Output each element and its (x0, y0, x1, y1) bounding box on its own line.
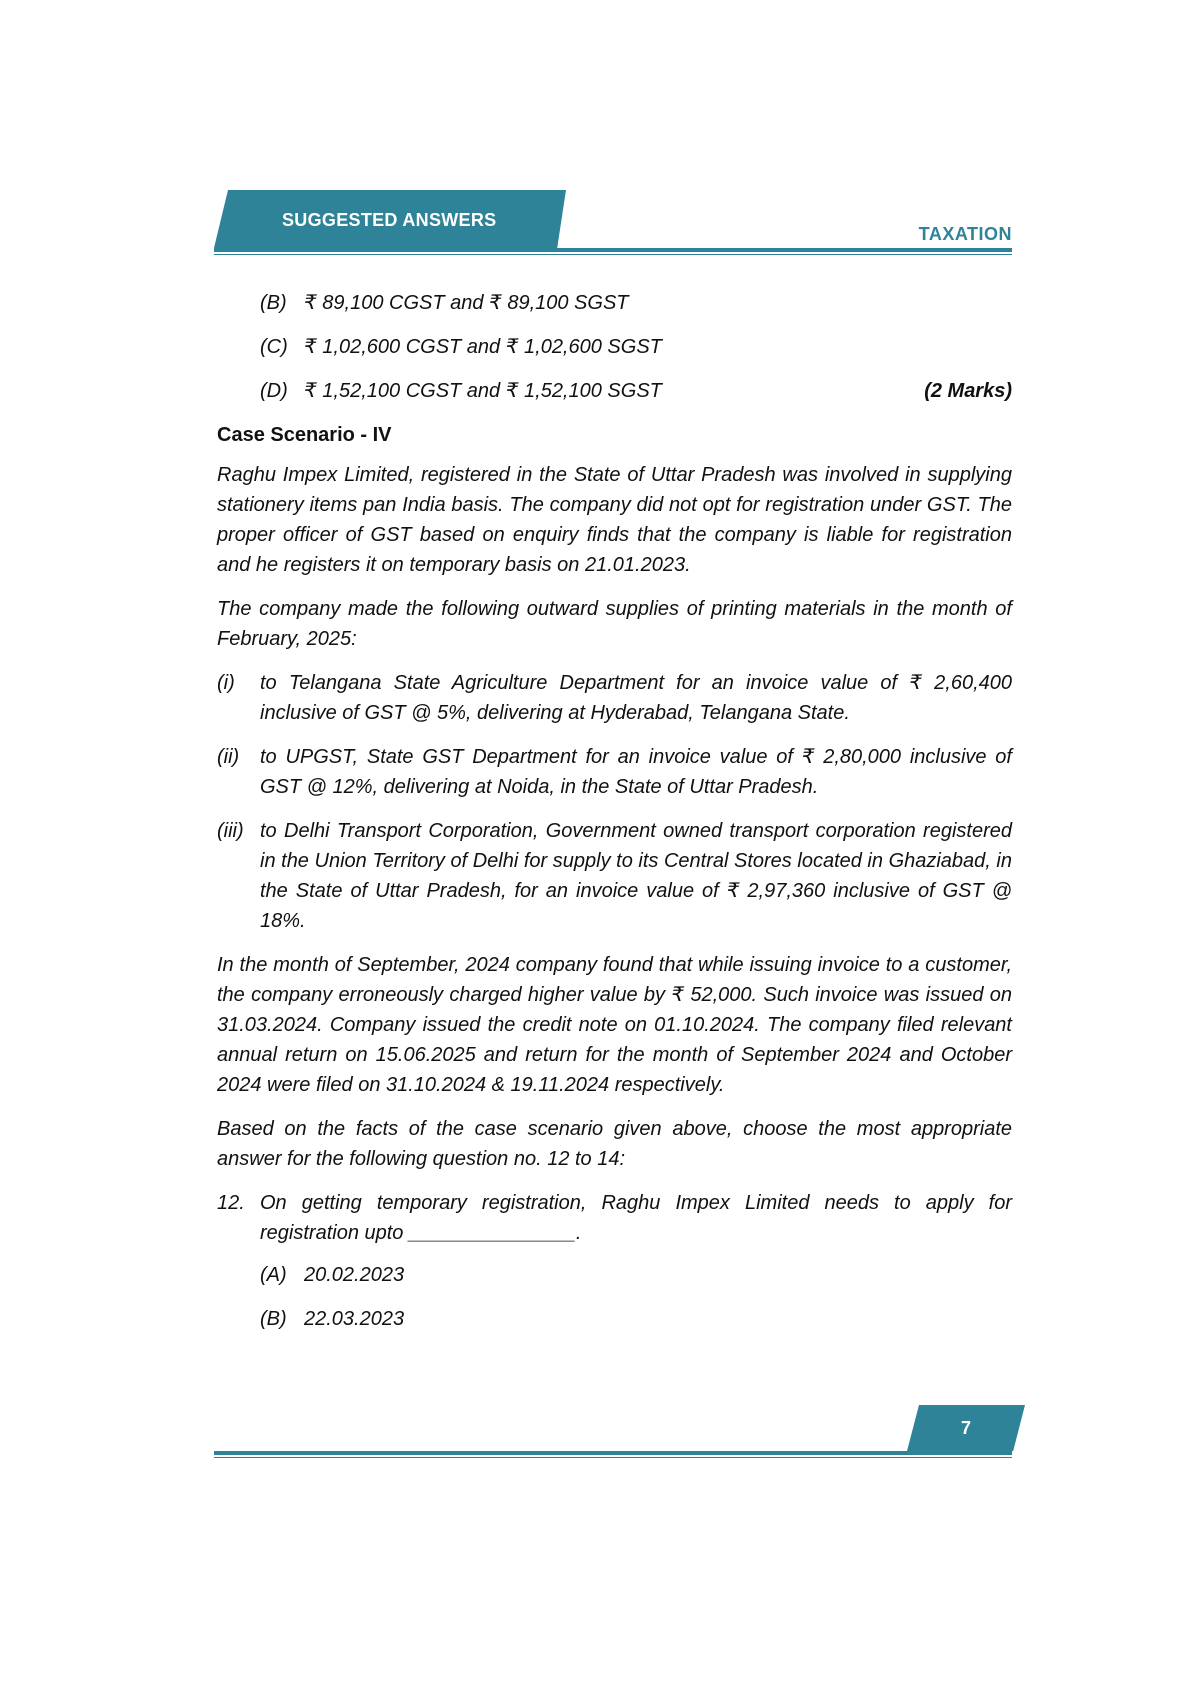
option-label: (B) (260, 292, 287, 314)
question-option-a (260, 1260, 1012, 1290)
option-d (260, 376, 1012, 406)
supply-item-iii (217, 816, 1012, 936)
case-paragraph-3: In the month of September, 2024 company found that while issuing invoice to a customer, the company erroneously charged higher value by ₹ 52,000. Such invoice was issued on 31.03.2024. Company issued the credit note on 01.10.2024. The company filed relevant annual return on 15.06.2025 and return for the month of September 2024 and October 2024 were filed on 31.10.2024 & 19.11.2024 respectively. (217, 954, 1012, 1096)
option-label: (A) (260, 1264, 287, 1286)
case-paragraph-2: The company made the following outward supplies of printing materials in the month of February, 2025: (217, 598, 1012, 650)
option-text: ₹ 1,52,100 CGST and ₹ 1,52,100 SGST (304, 380, 662, 402)
case-heading: Case Scenario - IV (217, 424, 392, 446)
option-b (260, 288, 1012, 318)
item-text: to Telangana State Agriculture Department for an invoice value of ₹ 2,60,400 inclusive of GST @ 5%, delivering at Hyderabad, Telangana State. (260, 672, 1012, 724)
option-c (260, 332, 1012, 362)
item-text: to UPGST, State GST Department for an invoice value of ₹ 2,80,000 inclusive of GST @ 12%, delivering at Noida, in the State of Uttar Pradesh. (260, 746, 1012, 798)
question-text: On getting temporary registration, Raghu Impex Limited needs to apply for registration upto _______________. (260, 1192, 1012, 1244)
footer-rule-thin (214, 1457, 1012, 1458)
header-rule-thin (214, 254, 1012, 255)
footer-rule (214, 1451, 1012, 1455)
item-label: (iii) (217, 820, 244, 842)
header-rule (214, 248, 1012, 252)
item-label: (i) (217, 672, 235, 694)
marks-label: (2 Marks) (924, 380, 1012, 402)
option-text: ₹ 1,02,600 CGST and ₹ 1,02,600 SGST (304, 336, 662, 358)
option-text: 20.02.2023 (304, 1264, 405, 1286)
page-content (217, 288, 1012, 1348)
case-paragraph-1: Raghu Impex Limited, registered in the State of Uttar Pradesh was involved in supplying stationery items pan India basis. The company did not opt for registration under GST. The proper officer of GST based on enquiry finds that the company is liable for registration and he registers it on temporary basis on 21.01.2023. (217, 464, 1012, 576)
option-text: 22.03.2023 (304, 1308, 405, 1330)
case-paragraph-4: Based on the facts of the case scenario given above, choose the most appropriate answer for the following question no. 12 to 14: (217, 1118, 1012, 1170)
question-12 (217, 1188, 1012, 1248)
item-label: (ii) (217, 746, 240, 768)
option-label: (C) (260, 336, 288, 358)
question-option-b (260, 1304, 1012, 1334)
supply-item-i (217, 668, 1012, 728)
header-title: TAXATION (918, 224, 1012, 244)
supply-item-ii (217, 742, 1012, 802)
option-label: (D) (260, 380, 288, 402)
option-label: (B) (260, 1308, 287, 1330)
page-number: 7 (960, 1418, 971, 1438)
item-text: to Delhi Transport Corporation, Government owned transport corporation registered in the Union Territory of Delhi for supply to its Central Stores located in Ghaziabad, in the State of Uttar Pradesh, for an invoice value of ₹ 2,97,360 inclusive of GST @ 18%. (260, 820, 1012, 932)
option-text: ₹ 89,100 CGST and ₹ 89,100 SGST (304, 292, 629, 314)
header-tab-label: SUGGESTED ANSWERS (282, 210, 497, 230)
question-number: 12. (217, 1192, 245, 1214)
